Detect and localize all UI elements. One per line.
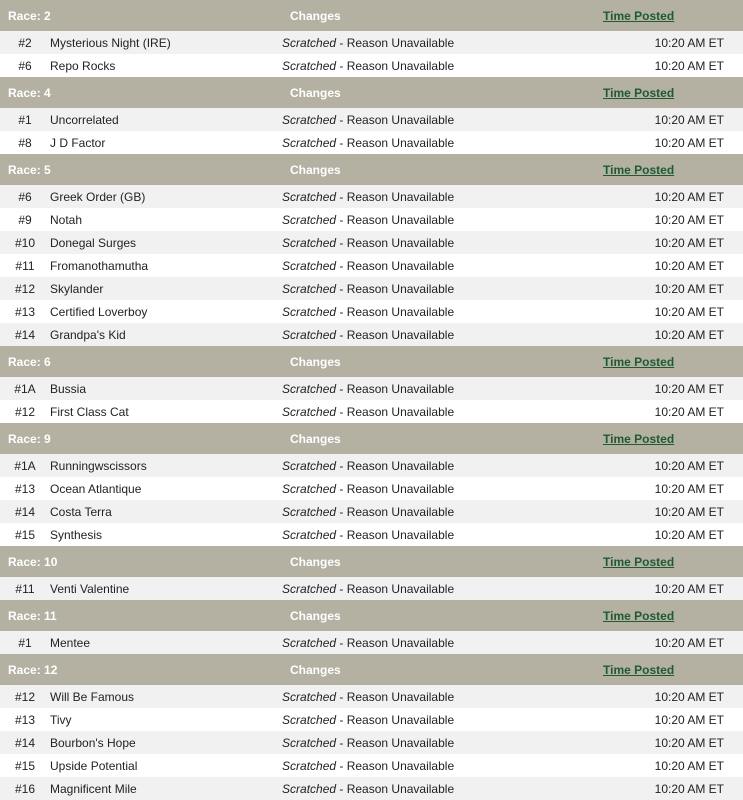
change-reason: - Reason Unavailable [336, 712, 455, 727]
scratch-row [0, 400, 743, 423]
scratch-row [0, 277, 743, 300]
change-description [282, 708, 571, 731]
time-posted-sort-link[interactable]: Time Posted [603, 162, 675, 177]
horse-name: Mentee [50, 631, 282, 654]
change-status: Scratched [282, 758, 337, 773]
time-posted-sort-link[interactable]: Time Posted [603, 8, 675, 23]
time-posted: 10:20 AM ET [571, 108, 743, 131]
change-status: Scratched [282, 504, 337, 519]
change-description [282, 400, 571, 423]
change-description [282, 685, 571, 708]
program-number: #10 [0, 231, 50, 254]
change-description [282, 454, 571, 477]
change-description [282, 208, 571, 231]
race-header-row [0, 346, 743, 377]
change-status: Scratched [282, 689, 337, 704]
horse-name: Bussia [50, 377, 282, 400]
scratch-row [0, 708, 743, 731]
change-status: Scratched [282, 135, 337, 150]
change-reason: - Reason Unavailable [336, 235, 455, 250]
change-description [282, 31, 571, 54]
program-number: #1A [0, 454, 50, 477]
change-status: Scratched [282, 258, 337, 273]
change-reason: - Reason Unavailable [336, 189, 455, 204]
race-header-row [0, 546, 743, 577]
program-number: #2 [0, 31, 50, 54]
program-number: #14 [0, 731, 50, 754]
change-status: Scratched [282, 381, 337, 396]
race-label: Race: 12 [0, 654, 282, 685]
change-description [282, 131, 571, 154]
race-label: Race: 10 [0, 546, 282, 577]
changes-column-header: Changes [282, 0, 571, 31]
race-label: Race: 4 [0, 77, 282, 108]
time-posted-header [571, 546, 743, 577]
change-reason: - Reason Unavailable [336, 458, 455, 473]
change-description [282, 477, 571, 500]
horse-name: Fromanothamutha [50, 254, 282, 277]
time-posted: 10:20 AM ET [571, 131, 743, 154]
horse-name: Costa Terra [50, 500, 282, 523]
race-label: Race: 11 [0, 600, 282, 631]
change-description [282, 754, 571, 777]
horse-name: Skylander [50, 277, 282, 300]
change-reason: - Reason Unavailable [336, 281, 455, 296]
time-posted: 10:20 AM ET [571, 754, 743, 777]
change-description [282, 577, 571, 600]
race-label: Race: 2 [0, 0, 282, 31]
program-number: #1 [0, 108, 50, 131]
program-number: #11 [0, 254, 50, 277]
change-description [282, 277, 571, 300]
time-posted: 10:20 AM ET [571, 454, 743, 477]
scratch-row [0, 231, 743, 254]
horse-name: Greek Order (GB) [50, 185, 282, 208]
horse-name: Synthesis [50, 523, 282, 546]
time-posted-sort-link[interactable]: Time Posted [603, 85, 675, 100]
change-status: Scratched [282, 404, 337, 419]
time-posted: 10:20 AM ET [571, 231, 743, 254]
time-posted: 10:20 AM ET [571, 254, 743, 277]
program-number: #12 [0, 277, 50, 300]
time-posted-sort-link[interactable]: Time Posted [603, 554, 675, 569]
time-posted: 10:20 AM ET [571, 685, 743, 708]
time-posted: 10:20 AM ET [571, 54, 743, 77]
change-status: Scratched [282, 58, 337, 73]
change-reason: - Reason Unavailable [336, 504, 455, 519]
horse-name: Will Be Famous [50, 685, 282, 708]
scratch-row [0, 523, 743, 546]
changes-column-header: Changes [282, 654, 571, 685]
race-label: Race: 5 [0, 154, 282, 185]
horse-name: Donegal Surges [50, 231, 282, 254]
change-status: Scratched [282, 781, 337, 796]
change-reason: - Reason Unavailable [336, 135, 455, 150]
program-number: #8 [0, 131, 50, 154]
horse-name: Uncorrelated [50, 108, 282, 131]
time-posted: 10:20 AM ET [571, 500, 743, 523]
change-reason: - Reason Unavailable [336, 112, 455, 127]
change-reason: - Reason Unavailable [336, 381, 455, 396]
horse-name: Grandpa's Kid [50, 323, 282, 346]
scratch-row [0, 54, 743, 77]
change-status: Scratched [282, 304, 337, 319]
change-description [282, 54, 571, 77]
changes-column-header: Changes [282, 423, 571, 454]
change-status: Scratched [282, 327, 337, 342]
change-reason: - Reason Unavailable [336, 304, 455, 319]
change-description [282, 377, 571, 400]
change-description [282, 777, 571, 800]
program-number: #9 [0, 208, 50, 231]
change-status: Scratched [282, 527, 337, 542]
race-header-row [0, 154, 743, 185]
program-number: #1 [0, 631, 50, 654]
change-reason: - Reason Unavailable [336, 781, 455, 796]
time-posted: 10:20 AM ET [571, 400, 743, 423]
program-number: #13 [0, 477, 50, 500]
scratch-row [0, 777, 743, 800]
change-status: Scratched [282, 712, 337, 727]
time-posted-header [571, 346, 743, 377]
change-status: Scratched [282, 458, 337, 473]
scratch-row [0, 477, 743, 500]
change-reason: - Reason Unavailable [336, 635, 455, 650]
scratch-row [0, 208, 743, 231]
time-posted: 10:20 AM ET [571, 731, 743, 754]
time-posted-header [571, 423, 743, 454]
program-number: #13 [0, 300, 50, 323]
time-posted: 10:20 AM ET [571, 577, 743, 600]
program-number: #1A [0, 377, 50, 400]
race-header-row [0, 0, 743, 31]
change-description [282, 108, 571, 131]
horse-name: Venti Valentine [50, 577, 282, 600]
time-posted-sort-link[interactable]: Time Posted [603, 608, 675, 623]
program-number: #15 [0, 523, 50, 546]
horse-name: Upside Potential [50, 754, 282, 777]
change-reason: - Reason Unavailable [336, 735, 455, 750]
change-reason: - Reason Unavailable [336, 581, 455, 596]
change-reason: - Reason Unavailable [336, 212, 455, 227]
horse-name: Runningwscissors [50, 454, 282, 477]
change-reason: - Reason Unavailable [336, 481, 455, 496]
horse-name: Repo Rocks [50, 54, 282, 77]
scratch-row [0, 323, 743, 346]
change-reason: - Reason Unavailable [336, 58, 455, 73]
time-posted: 10:20 AM ET [571, 208, 743, 231]
scratch-row [0, 731, 743, 754]
scratch-row [0, 185, 743, 208]
horse-name: J D Factor [50, 131, 282, 154]
change-status: Scratched [282, 235, 337, 250]
change-description [282, 254, 571, 277]
program-number: #11 [0, 577, 50, 600]
change-description [282, 185, 571, 208]
scratch-row [0, 254, 743, 277]
program-number: #13 [0, 708, 50, 731]
change-reason: - Reason Unavailable [336, 404, 455, 419]
time-posted: 10:20 AM ET [571, 777, 743, 800]
program-number: #6 [0, 185, 50, 208]
change-status: Scratched [282, 189, 337, 204]
time-posted-sort-link[interactable]: Time Posted [603, 354, 675, 369]
horse-name: Certified Loverboy [50, 300, 282, 323]
horse-name: Notah [50, 208, 282, 231]
changes-column-header: Changes [282, 346, 571, 377]
scratch-row [0, 131, 743, 154]
program-number: #16 [0, 777, 50, 800]
change-description [282, 323, 571, 346]
time-posted: 10:20 AM ET [571, 377, 743, 400]
scratch-row [0, 108, 743, 131]
change-status: Scratched [282, 481, 337, 496]
time-posted: 10:20 AM ET [571, 523, 743, 546]
change-reason: - Reason Unavailable [336, 689, 455, 704]
change-reason: - Reason Unavailable [336, 258, 455, 273]
program-number: #6 [0, 54, 50, 77]
changes-column-header: Changes [282, 600, 571, 631]
scratch-row [0, 685, 743, 708]
time-posted-header [571, 154, 743, 185]
change-reason: - Reason Unavailable [336, 527, 455, 542]
time-posted: 10:20 AM ET [571, 185, 743, 208]
time-posted-header [571, 600, 743, 631]
time-posted-header [571, 654, 743, 685]
horse-name: Bourbon's Hope [50, 731, 282, 754]
scratch-row [0, 577, 743, 600]
scratch-row [0, 754, 743, 777]
change-description [282, 231, 571, 254]
changes-column-header: Changes [282, 154, 571, 185]
scratch-row [0, 631, 743, 654]
race-label: Race: 6 [0, 346, 282, 377]
horse-name: Ocean Atlantique [50, 477, 282, 500]
scratch-row [0, 31, 743, 54]
change-status: Scratched [282, 281, 337, 296]
time-posted: 10:20 AM ET [571, 300, 743, 323]
change-description [282, 523, 571, 546]
race-header-row [0, 77, 743, 108]
time-posted-header [571, 77, 743, 108]
program-number: #15 [0, 754, 50, 777]
time-posted: 10:20 AM ET [571, 31, 743, 54]
horse-name: Magnificent Mile [50, 777, 282, 800]
time-posted: 10:20 AM ET [571, 277, 743, 300]
time-posted: 10:20 AM ET [571, 323, 743, 346]
change-description [282, 631, 571, 654]
time-posted-header [571, 0, 743, 31]
horse-name: Mysterious Night (IRE) [50, 31, 282, 54]
scratch-row [0, 500, 743, 523]
time-posted: 10:20 AM ET [571, 708, 743, 731]
change-description [282, 300, 571, 323]
program-number: #12 [0, 400, 50, 423]
scratch-row [0, 377, 743, 400]
time-posted-sort-link[interactable]: Time Posted [603, 662, 675, 677]
program-number: #14 [0, 323, 50, 346]
race-label: Race: 9 [0, 423, 282, 454]
time-posted: 10:20 AM ET [571, 477, 743, 500]
scratch-row [0, 300, 743, 323]
change-description [282, 500, 571, 523]
changes-column-header: Changes [282, 77, 571, 108]
change-reason: - Reason Unavailable [336, 758, 455, 773]
program-number: #12 [0, 685, 50, 708]
change-status: Scratched [282, 212, 337, 227]
change-status: Scratched [282, 35, 337, 50]
race-header-row [0, 600, 743, 631]
horse-name: Tivy [50, 708, 282, 731]
program-number: #14 [0, 500, 50, 523]
scratch-row [0, 454, 743, 477]
change-status: Scratched [282, 112, 337, 127]
change-reason: - Reason Unavailable [336, 327, 455, 342]
change-description [282, 731, 571, 754]
change-reason: - Reason Unavailable [336, 35, 455, 50]
change-status: Scratched [282, 735, 337, 750]
changes-column-header: Changes [282, 546, 571, 577]
change-status: Scratched [282, 635, 337, 650]
time-posted: 10:20 AM ET [571, 631, 743, 654]
race-header-row [0, 654, 743, 685]
change-status: Scratched [282, 581, 337, 596]
horse-name: First Class Cat [50, 400, 282, 423]
time-posted-sort-link[interactable]: Time Posted [603, 431, 675, 446]
race-header-row [0, 423, 743, 454]
